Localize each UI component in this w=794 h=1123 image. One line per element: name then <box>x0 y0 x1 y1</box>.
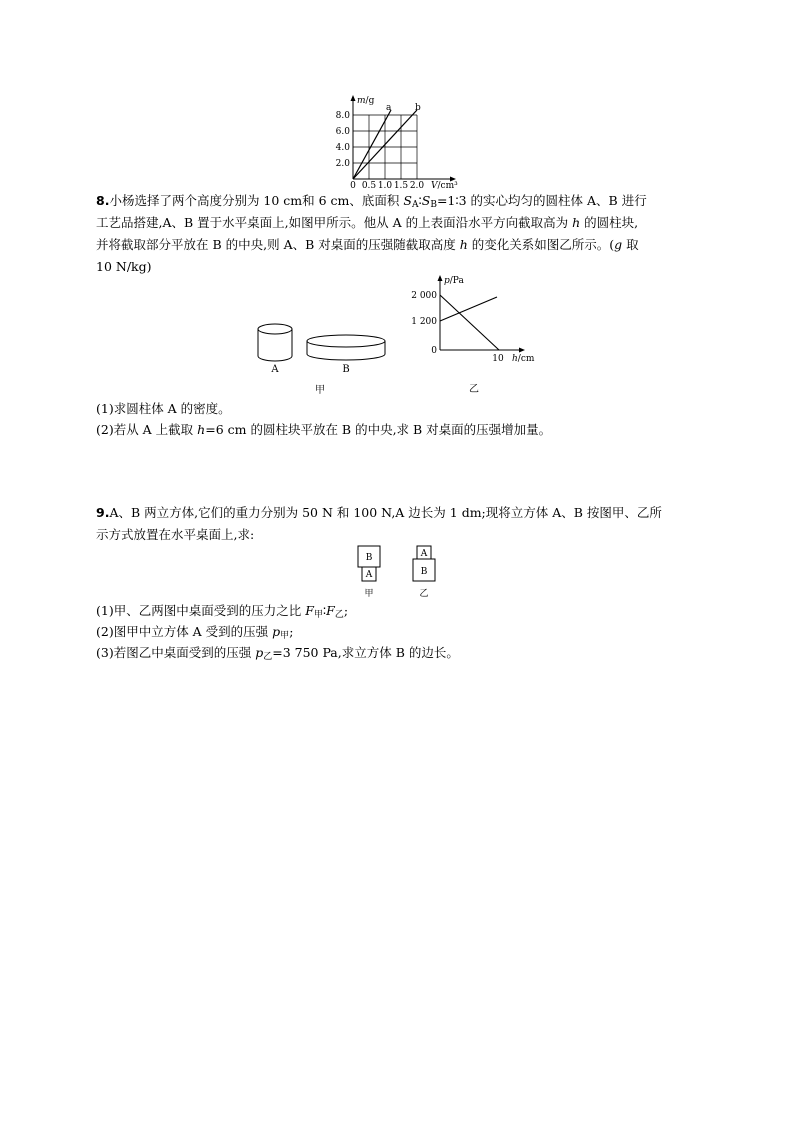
y-axis-unit: /Pa <box>449 276 464 286</box>
y-tick: 6.0 <box>335 127 350 137</box>
y-tick: 2.0 <box>335 159 350 169</box>
caption-yi: 乙 <box>469 384 479 395</box>
x-tick: 1.5 <box>393 181 409 191</box>
q8-sub2: (2)若从 A 上截取 h=6 cm 的圆柱块平放在 B 的中央,求 B 对桌面的压强增加量。 <box>96 422 552 437</box>
y-tick-1200: 1 200 <box>411 317 437 327</box>
x-axis-unit: /cm <box>517 354 535 364</box>
line-b-label: b <box>415 103 421 113</box>
svg-text:p/Pa <box>444 276 464 286</box>
y-tick: 4.0 <box>335 143 350 153</box>
jia-top-label: B <box>365 553 373 563</box>
y-tick-2000: 2 000 <box>411 291 437 301</box>
cylinder-b <box>307 335 385 360</box>
caption-jia: 甲 <box>315 385 325 396</box>
figure-yi-pressure-graph <box>404 268 554 398</box>
label-a: A <box>271 364 279 375</box>
q8-sub1: (1)求圆柱体 A 的密度。 <box>96 401 231 416</box>
line-a-label: a <box>386 103 392 113</box>
q9-line2: 示方式放置在水平桌面上,求: <box>96 527 255 542</box>
q9-sub2: (2)图甲中立方体 A 受到的压强 $p_甲$; <box>96 624 294 641</box>
x-tick-10: 10 <box>492 354 504 364</box>
x-tick: 1.0 <box>377 181 393 191</box>
figure-cubes <box>352 542 442 602</box>
svg-text:m/g <box>357 96 375 106</box>
x-tick: 0 <box>350 181 356 191</box>
svg-text:h/cm <box>512 354 535 364</box>
q9-line1: 9.A、B 两立方体,它们的重力分别为 50 N 和 100 N,A 边长为 1 dm;现将立方体 A、B 按图甲、乙所 <box>96 505 662 520</box>
jia-bottom-label: A <box>365 570 373 580</box>
x-axis-variable: h <box>512 354 518 364</box>
pressure-line-b <box>440 297 497 321</box>
q9-number: 9. <box>96 505 110 520</box>
q8-line4: 10 N/kg) <box>96 259 152 274</box>
mass-volume-graph <box>325 88 465 192</box>
caption-yi: 乙 <box>419 589 429 599</box>
x-axis-unit: /cm³ <box>437 181 458 191</box>
x-tick: 2.0 <box>409 181 425 191</box>
cylinder-a <box>258 324 292 361</box>
label-b: B <box>342 364 350 375</box>
y-axis-unit: /g <box>365 96 375 106</box>
q8-line1: 8.小杨选择了两个高度分别为 10 cm和 6 cm、底面积 $S_A∶S_B=1∶3$ 的实心均匀的圆柱体 A、B 进行 <box>96 193 647 210</box>
x-tick: 0.5 <box>361 181 377 191</box>
y-tick: 8.0 <box>335 111 350 121</box>
q9-sub3: (3)若图乙中桌面受到的压强 $p_乙=3$ 750 Pa,求立方体 B 的边长。 <box>96 645 459 662</box>
y-axis-variable: p <box>444 276 450 286</box>
q8-line3: 并将截取部分平放在 B 的中央,则 A、B 对桌面的压强随截取高度 h 的变化关系如图乙所示。(g 取 <box>96 237 639 252</box>
q8-line2: 工艺品搭建,A、B 置于水平桌面上,如图甲所示。他从 A 的上表面沿水平方向截取高为 h 的圆柱块, <box>96 215 639 230</box>
q9-sub1: (1)甲、乙两图中桌面受到的压力之比 $F_甲∶F_乙$; <box>96 603 349 620</box>
pressure-line-a <box>440 295 499 350</box>
origin: 0 <box>431 346 437 356</box>
yi-top-label: A <box>420 549 428 559</box>
q8-number: 8. <box>96 193 110 208</box>
caption-jia: 甲 <box>364 589 374 599</box>
y-axis-variable: m <box>357 96 366 106</box>
yi-bottom-label: B <box>420 567 428 577</box>
x-axis-variable: V <box>431 181 438 191</box>
figure-jia-cylinders <box>250 315 400 397</box>
